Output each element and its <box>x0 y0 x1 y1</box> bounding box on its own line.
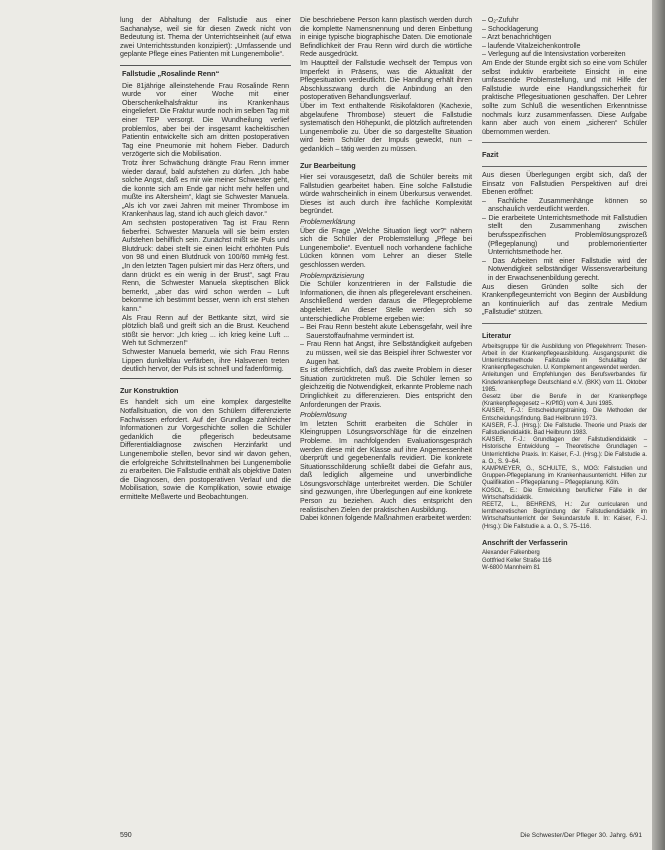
section-heading: Zur Bearbeitung <box>300 160 356 170</box>
journal-footer: Die Schwester/Der Pfleger 30. Jahrg. 6/91 <box>520 832 642 839</box>
conclusion-item: – Die erarbeitete Unterrichtsmethode mit Fallstudien stellt den Zusammenhang zwischen berufsspezifischen Problemlösungsprozeß (Pflegeplanung) und problemorientierter Unterrichtsmethode her. <box>482 213 647 257</box>
case-study-title: Fallstudie „Rosalinde Renn“ <box>122 68 220 78</box>
divider <box>482 142 647 143</box>
body-paragraph: Die Schüler konzentrieren in der Fallstudie die Informationen, die ihnen als pflegerelevant erscheinen. Anschließend werden daraus die Pflegeprobleme abgeleitet. An dieser Stelle werden sich so unterschiedliche Probleme ergeben wie: <box>300 280 472 323</box>
body-paragraph: Hier sei vorausgesetzt, daß die Schüler bereits mit Fallstudien gearbeitet haben. Eine solche Fallstudie würde wahrscheinlich in einem Überkursus verwendet. Dieses ist auch durch ihre fachliche Komplexität begründet. <box>300 173 472 216</box>
problem-item: – Bei Frau Renn besteht akute Lebensgefahr, weil ihre Sauerstoffaufnahme vermindert ist. <box>300 323 472 340</box>
subheading: Problemerklärung <box>300 218 356 227</box>
body-paragraph: Es handelt sich um eine komplex dargestellte Notfallsituation, die von den Schülern differenzierte Fachwissen erfordert. Auf der Grundlage zahlreicher Informationen zur Vorgeschichte sollen die Schüler gedanklich die pflegerisch bedeutsame Differentialdiagnose zwischen Herzinfarkt und Lungenembolie stellen, bevor sind wir davon gehen, die erfolgreiche Schrittstellnahmen bei Lungenembolie zu erarbeiten. Die Fallstudie enthält als objektive Daten die Diagnosen, den postoperativen Verlauf und die Mobilisation, sowie die Komplikation, sowie etwaige ermittelte Meßwerte und Beobachtungen. <box>120 398 291 501</box>
section-heading: Zur Konstruktion <box>120 385 179 395</box>
page-number: 590 <box>120 832 132 839</box>
measure-item: – Verlegung auf die Intensivstation vorbereiten <box>482 50 626 59</box>
case-paragraph: Schwester Manuela bemerkt, wie sich Frau Renns Lippen dunkelblau verfärben, ihre Halsvenen treten deutlich hervor, der Puls ist schnell und fadenförmig. <box>122 347 289 374</box>
body-paragraph: Über im Text enthaltende Risikofaktoren (Kachexie, abgelaufene Thrombose) steuert die Fallstudie systematisch den Höhepunkt, die plötzlich auftretenden Lungenembolie zu. Über die so dargestellte Situation wird beim Schüler der Impuls geweckt, nun – gedanklich – tätig werden zu müssen. <box>300 101 472 153</box>
reference-item: REETZ, L., BEHRENS, H.: Zur curricularen und lerntheoretischen Begründung der Fallstudiendidaktik im Wirtschaftsunterricht der Sekundarstufe II. In: Kaiser, F.-J. (Hrsg.): Die Fallstudie a. a. O., S. 75–116. <box>482 502 647 530</box>
section-heading: Literatur <box>482 331 512 340</box>
reference-item: KAMPMEYER, G., SCHULTE, S., MOG: Fallstudien und Gruppen-Pflegeplanung im Krankenhausunterricht. Hilfen zur Qualifikation – Pflegeplanung – Pflegeplanung. Köln. <box>482 466 647 487</box>
reference-item: Gesetz über die Berufe in der Krankenpflege (Krankenpflegegesetz – KrPflG) vom 4. Juni 1985. <box>482 394 647 408</box>
conclusion-item: – Das Arbeiten mit einer Fallstudie wird der Notwendigkeit selbständiger Wissensverarbeitung in der Erwachsenenbildung gerecht. <box>482 256 647 283</box>
body-paragraph: Es ist offensichtlich, daß das zweite Problem in dieser Situation zurücktreten muß. Die Schüler lernen so gleichzeitig die Notwendigkeit, erkannte Probleme nach Dringlichkeit zu differenzieren. Dies entspricht den Anforderungen der Praxis. <box>300 366 472 409</box>
case-paragraph: Trotz ihrer Schwächung drängte Frau Renn immer wieder darauf, bald aufstehen zu dürfen. „Ich habe solche Angst, daß es mir wie meiner Schwester geht, die konnte sich am Ende gar nicht mehr helfen und mußte ins Altersheim“, klagt sie Schwester Manuela. „Als ich vor zwei Jahren mit meiner Thrombose im Krankenhaus lag, stand ich auch gleich davor.“ <box>122 158 289 219</box>
reference-item: KAISER, F.-J. (Hrsg.): Die Fallstudie. Theorie und Praxis der Fallstudiendidaktik. Bad Heilbrunn 1983. <box>482 422 647 437</box>
reference-item: KAISER, F.-J.: Grundlagen der Fallstudiendidaktik – Historische Entwicklung – Theoretische Grundlagen – Unterrichtliche Praxis. In: Kaiser, F.-J. (Hrsg.): Die Fallstudie a. a. O., S. 9–64. <box>482 437 647 465</box>
divider <box>482 323 647 324</box>
column-2 <box>300 16 472 523</box>
body-paragraph: Die beschriebene Person kann plastisch werden durch die komplette Namensnennung und deren Einbettung in einige typische biographische Daten. Die emotionale Befindlichkeit der Frau Renn wird durch die wörtliche Rede ausgedrückt. <box>300 16 472 59</box>
measure-item: – laufende Vitalzeichenkontrolle <box>482 41 581 50</box>
case-study-box <box>120 65 291 379</box>
address-line: Gottfried Keller Straße 116 <box>482 557 552 564</box>
subheading: Problempräzisierung <box>300 271 365 280</box>
case-paragraph: Als Frau Renn auf der Bettkante sitzt, wird sie plötzlich blaß und greift sich an die Brust. Keuchend stößt sie hervor: „Ich krieg ... ich krieg keine Luft ... Weh tut Schmerzen!“ <box>122 313 289 348</box>
case-paragraph: Die 81jährige alleinstehende Frau Rosalinde Renn wurde vor einer Woche mit einer Oberschenkelhalsfraktur ins Krankenhaus eingeliefert. Die Fraktur wurde noch im selben Tag mit einer TEP versorgt. Die Wundheilung verlief problemlos, aber bei der insgesamt kachektischen Patientin entwickelte sich am dritten postoperativen Tag eine Pneumonie mit hohem Fieber. Dadurch verzögerte sich die Mobilisation. <box>122 81 289 159</box>
page-edge-shadow <box>652 0 665 850</box>
reference-item: KAISER, F.-J.: Entscheidungstraining. Die Methoden der Entscheidungsfindung. Bad Heilbrunn 1973. <box>482 408 647 422</box>
body-paragraph: Aus diesen Gründen sollte sich der Krankenpflegeunterricht von Beginn der Ausbildung an kontinuierlich auf das zentrale Medium „Fallstudie“ stützen. <box>482 282 647 317</box>
measure-item: – O₂-Zufuhr <box>482 16 519 24</box>
body-paragraph: Im Hauptteil der Fallstudie wechselt der Tempus von Imperfekt in Präsens, was die Aktualität der Pflegesituation verdeutlicht. Die Handlung erhält ihren Abschlusszwang durch die Anbindung an den postoperativen Behandlungsverlauf. <box>300 58 472 102</box>
body-paragraph: Dabei können folgende Maßnahmen erarbeitet werden: <box>300 514 472 523</box>
reference-item: KOSOL, E.: Die Entwicklung beruflicher Fälle in der Wirtschaftsdidaktik. <box>482 487 647 501</box>
body-paragraph: Am Ende der Stunde ergibt sich so eine vom Schüler selbst induktiv erarbeitete Einsicht in eine umfassende Problemstellung, und mit Hilfe der Fallstudie wurde eine Handlungssicherheit für praktische Pflegesituationen geschaffen. Der Lehrer sollte zum Schluß die wesentlichen Erkenntnisse nochmals kurz zusammenfassen. Diese Aufgabe kann aber auch von einem „sicheren“ Schüler übernommen werden. <box>482 58 647 136</box>
section-heading: Fazit <box>482 150 499 160</box>
body-paragraph: Im letzten Schritt erarbeiten die Schüler in Kleingruppen Lösungsvorschläge für die einzelnen Probleme. Im nachfolgenden Evaluationsgespräch werden diese mit der Klasse auf ihre Angemessenheit überprüft und gegebenenfalls revidiert. Die konkrete Situationsschilderung schließt dabei die Gefahr aus, daß lediglich allgemeine und unverbindliche Lösungsvorschläge unterbreitet werden. Die Schüler sind gezwungen, ihre Überlegungen auf eine konkrete Person zu beziehen. Auch dies entspricht den realistischen Zielen der praktischen Ausbildung. <box>300 419 472 514</box>
reference-item: Arbeitsgruppe für die Ausbildung von Pflegelehrern: Thesen-Arbeit in der Krankenpflegeausbildung. Ausgangspunkt: die Unterrichtsmethode Fallstudie im Schulalltag der Krankenpflegeschulen. U. Komplement angewendet werden. <box>482 343 647 372</box>
measure-item: – Arzt benachrichtigen <box>482 33 552 42</box>
column-3 <box>482 16 647 572</box>
intro-paragraph: lung der Abhaltung der Fallstudie aus einer Sachanalyse, weil sie für diesen Zweck nicht von Bedeutung ist. Thema der Unterrichtseinheit (auf etwa zwei Unterrichtsstunden konzipiert): „Umfassende und geplante Pflege eines Patienten mit Lungenembolie“. <box>120 16 291 59</box>
case-paragraph: Am sechsten postoperativen Tag ist Frau Renn fieberfrei. Schwester Manuela will sie beim ersten Aufstehen behilflich sein. Zunächst mißt sie Puls und Blutdruck: dabei stellt sie einen leicht erhöhten Puls von 98 und einen Blutdruck von 100/60 mmHg fest. „In den letzten Tagen pulsiert mir das Herz öfters, und dann drückt es ein wenig in der Brust“, sagt Frau Renn, die Schwester Manuela skeptischen Blick bemerkt, „aber das wird schon werden – Luft bekomme ich bestimmt besser, wenn ich erst stehen kann.“ <box>122 219 289 313</box>
body-paragraph: Über die Frage „Welche Situation liegt vor?“ nähern sich die Schüler der Problemstellung „Pflege bei Lungenembolie“. Eventuell noch vorhandene fachliche Lücken können vom Lehrer an dieser Stelle geschlossen werden. <box>300 226 472 270</box>
conclusion-item: – Fachliche Zusammenhänge können so anschaulich verdeutlicht werden. <box>482 196 647 214</box>
subheading: Problemlösung <box>300 411 347 420</box>
problem-item: – Frau Renn hat Angst, ihre Selbständigkeit aufgeben zu müssen, weil sie das Beispiel ihrer Schwester vor Augen hat. <box>300 340 472 366</box>
address-line: Alexander Falkenberg <box>482 550 540 557</box>
address-line: W-6800 Mannheim 81 <box>482 564 541 571</box>
column-1 <box>120 16 291 501</box>
reference-item: Anleitungen und Empfehlungen des Berufsverbandes für Kinderkrankenpflege Deutschland e.V. (BKK) vom 11. Oktober 1985. <box>482 372 647 393</box>
measure-item: – Schocklagerung <box>482 24 538 33</box>
divider <box>482 166 647 167</box>
body-paragraph: Aus diesen Überlegungen ergibt sich, daß der Einsatz von Fallstudien Perspektiven auf drei Ebenen eröffnet: <box>482 170 647 197</box>
section-heading: Anschrift der Verfasserin <box>482 537 568 547</box>
